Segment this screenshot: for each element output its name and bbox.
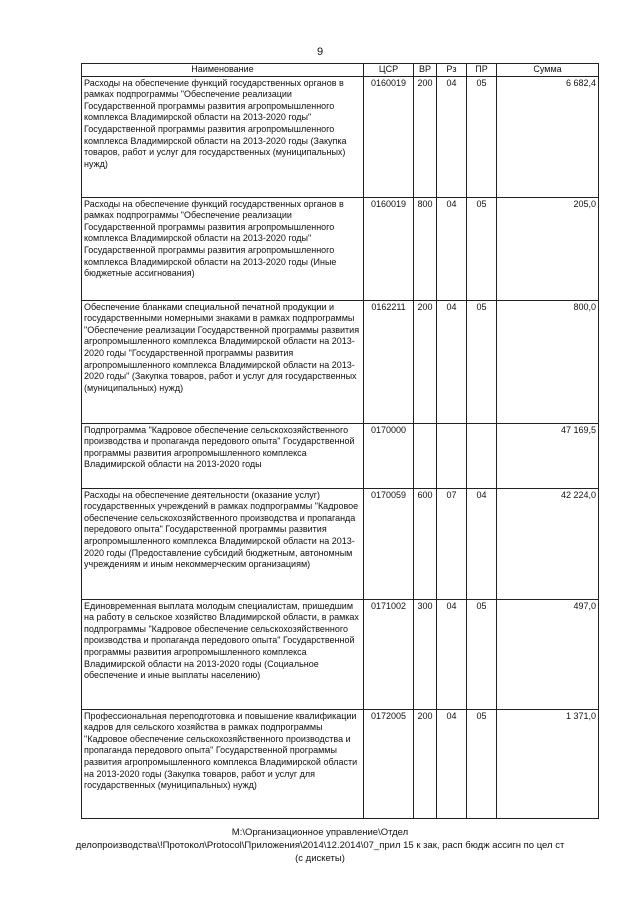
row-vr: 300 [414, 599, 437, 709]
row-pr: 04 [467, 488, 497, 599]
table-header-row [82, 64, 599, 77]
header-vr: ВР [414, 64, 437, 77]
header-name: Наименование [82, 64, 364, 77]
row-code: 0160019 [364, 197, 414, 300]
row-sum: 800,0 [497, 300, 599, 423]
row-code: 0162211 [364, 300, 414, 423]
row-sum: 6 682,4 [497, 76, 599, 197]
footer-line-3: (с дискеты) [295, 853, 345, 864]
file-path-footer [0, 826, 640, 865]
page-number: 9 [316, 46, 324, 58]
row-rz: 04 [437, 197, 467, 300]
table-row [82, 300, 599, 423]
header-code: ЦСР [364, 64, 414, 77]
row-vr: 600 [414, 488, 437, 599]
row-name: Подпрограмма "Кадровое обеспечение сельскохозяйственного производства и пропаганда передового опыта" Государственной программы развития агропромышленного комплекса Владимирской области на 2013-2020 годы [82, 423, 364, 488]
row-sum: 1 371,0 [497, 709, 599, 818]
row-vr: 200 [414, 300, 437, 423]
row-code: 0170059 [364, 488, 414, 599]
row-code: 0160019 [364, 76, 414, 197]
header-pr: ПР [467, 64, 497, 77]
footer-line-1: M:\Организационное управление\Отдел [231, 827, 409, 838]
row-name: Профессиональная переподготовка и повышение квалификации кадров для сельского хозяйства в рамках подпрограммы "Кадровое обеспечение сельскохозяйственного производства и пропаганда передового опыта" Государственной программы развития агропромышленного комплекса Владимирской области на 2013-2020 годы (Закупка товаров, работ и услуг для государственных (муниципальных) нужд) [82, 709, 364, 818]
row-name: Единовременная выплата молодым специалистам, пришедшим на работу в сельское хозяйство Владимирской области, в рамках подпрограммы "Кадровое обеспечение сельскохозяйственного производства и пропаганда передового опыта" Государственной программы развития агропромышленного комплекса Владимирской области на 2013-2020 годы (Социальное обеспечение и иные выплаты населению) [82, 599, 364, 709]
table-row [82, 423, 599, 488]
row-name: Обеспечение бланками специальной печатной продукции и государственными номерными знаками в рамках подпрограммы "Обеспечение реализации Государственной программы развития агропромышленного комплекса Владимирской области на 2013-2020 годы "Государственной программы развития агропромышленного комплекса Владимирской области на 2013-2020 годы" (Закупка товаров, работ и услуг для государственных (муниципальных) нужд) [82, 300, 364, 423]
row-pr [467, 423, 497, 488]
row-pr: 05 [467, 599, 497, 709]
row-code: 0172005 [364, 709, 414, 818]
header-rz: Рз [437, 64, 467, 77]
row-sum: 497,0 [497, 599, 599, 709]
table-row [82, 709, 599, 818]
row-code: 0170000 [364, 423, 414, 488]
table-row [82, 76, 599, 197]
row-rz: 04 [437, 709, 467, 818]
row-pr: 05 [467, 300, 497, 423]
budget-table [81, 63, 599, 819]
row-vr: 200 [414, 76, 437, 197]
row-rz [437, 423, 467, 488]
row-rz: 04 [437, 599, 467, 709]
row-name: Расходы на обеспечение деятельности (оказание услуг) государственных учреждений в рамках подпрограммы "Кадровое обеспечение сельскохозяйственного производства и пропаганда передового опыта" Государственной программы развития агропромышленного комплекса Владимирской области на 2013-2020 годы (Предоставление субсидий бюджетным, автономным учреждениям и иным некоммерческим организациям) [82, 488, 364, 599]
row-rz: 04 [437, 300, 467, 423]
row-pr: 05 [467, 76, 497, 197]
table-row [82, 197, 599, 300]
row-name: Расходы на обеспечение функций государственных органов в рамках подпрограммы "Обеспечение реализации Государственной программы развития агропромышленного комплекса Владимирской области на 2013-2020 годы" Государственной программы развития агропромышленного комплекса Владимирской области на 2013-2020 годы (Иные бюджетные ассигнования) [82, 197, 364, 300]
row-pr: 05 [467, 197, 497, 300]
row-sum: 47 169,5 [497, 423, 599, 488]
row-vr [414, 423, 437, 488]
table-row [82, 488, 599, 599]
row-rz: 04 [437, 76, 467, 197]
row-name: Расходы на обеспечение функций государственных органов в рамках подпрограммы "Обеспечение реализации Государственной программы развития агропромышленного комплекса Владимирской области на 2013-2020 годы" Государственной программы развития агропромышленного комплекса Владимирской области на 2013-2020 годы (Закупка товаров, работ и услуг для государственных (муниципальных) нужд) [82, 76, 364, 197]
row-vr: 200 [414, 709, 437, 818]
footer-line-2: делопроизводства\!Протокол\Protocol\Приложения\2014\12.2014\07_прил 15 к зак, расп бюдж ассигн по цел ст [75, 840, 565, 851]
row-sum: 42 224,0 [497, 488, 599, 599]
row-vr: 800 [414, 197, 437, 300]
row-rz: 07 [437, 488, 467, 599]
header-sum: Сумма [497, 64, 599, 77]
row-code: 0171002 [364, 599, 414, 709]
table-row [82, 599, 599, 709]
row-pr: 05 [467, 709, 497, 818]
row-sum: 205,0 [497, 197, 599, 300]
